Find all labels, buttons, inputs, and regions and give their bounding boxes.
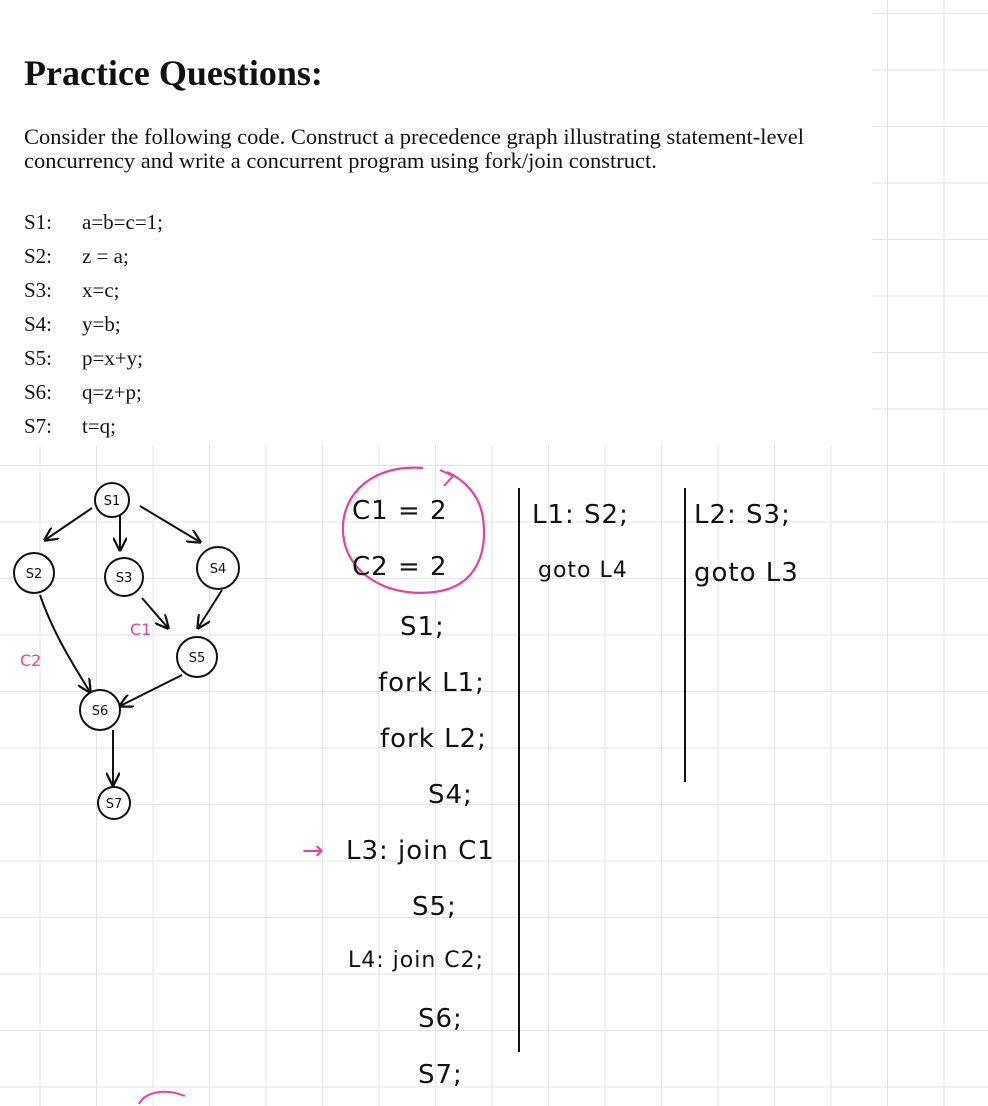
node-label-s3: S3 <box>115 571 133 586</box>
edge-s1-s2 <box>45 508 92 540</box>
main-line-4: S4; <box>428 780 473 810</box>
node-label-s4: S4 <box>209 562 227 577</box>
column-divider-2 <box>684 488 686 782</box>
branch2-line-1: L2: S3; <box>694 500 791 530</box>
init-c2: C2 = 2 <box>352 552 448 582</box>
node-label-s1: S1 <box>103 494 121 509</box>
main-line-6: S5; <box>412 892 457 922</box>
main-line-8: S6; <box>418 1004 463 1034</box>
branch1-line-1: L1: S2; <box>532 500 629 530</box>
edge-s1-s4 <box>140 506 200 542</box>
statement-s6: S6: q=z+p; <box>24 380 142 404</box>
main-line-5: L3: join C1 <box>346 836 495 866</box>
main-line-2: fork L1; <box>378 668 485 698</box>
node-label-s6: S6 <box>91 704 109 719</box>
pink-highlight-circle <box>335 460 495 610</box>
main-line-9: S7; <box>418 1060 463 1090</box>
init-c1: C1 = 2 <box>352 496 448 526</box>
node-label-s7: S7 <box>105 797 123 812</box>
branch1-line-2: goto L4 <box>538 558 628 583</box>
page-title: Practice Questions: <box>24 53 323 93</box>
precedence-graph <box>0 470 260 830</box>
node-label-s5: S5 <box>188 651 206 666</box>
edge-label-c1: C1 <box>130 620 152 639</box>
statement-s4: S4: y=b; <box>24 312 121 336</box>
edge-s2-s6 <box>40 595 90 692</box>
question-document <box>0 0 872 445</box>
column-divider-1 <box>518 488 520 1052</box>
main-line-1: S1; <box>400 612 445 642</box>
node-label-s2: S2 <box>25 567 43 582</box>
statement-s5: S5: p=x+y; <box>24 346 144 370</box>
statement-s3: S3: x=c; <box>24 278 120 302</box>
pink-partial-mark <box>135 1086 195 1106</box>
edge-s4-s5 <box>198 590 222 628</box>
question-intro: Consider the following code. Construct a precedence graph illustrating statement-level concurrency and write a concurrent program using fork/join construct. <box>24 124 804 173</box>
main-line-7: L4: join C2; <box>348 948 485 973</box>
arrow-icon: → <box>302 836 325 866</box>
main-line-3: fork L2; <box>380 724 487 754</box>
statement-s2: S2: z = a; <box>24 244 129 268</box>
statement-list <box>24 210 163 448</box>
edge-s5-s6 <box>120 675 182 706</box>
edge-label-c2: C2 <box>20 651 42 670</box>
statement-s7: S7: t=q; <box>24 414 117 438</box>
branch2-line-2: goto L3 <box>694 558 799 588</box>
statement-s1: S1: a=b=c=1; <box>24 210 164 234</box>
